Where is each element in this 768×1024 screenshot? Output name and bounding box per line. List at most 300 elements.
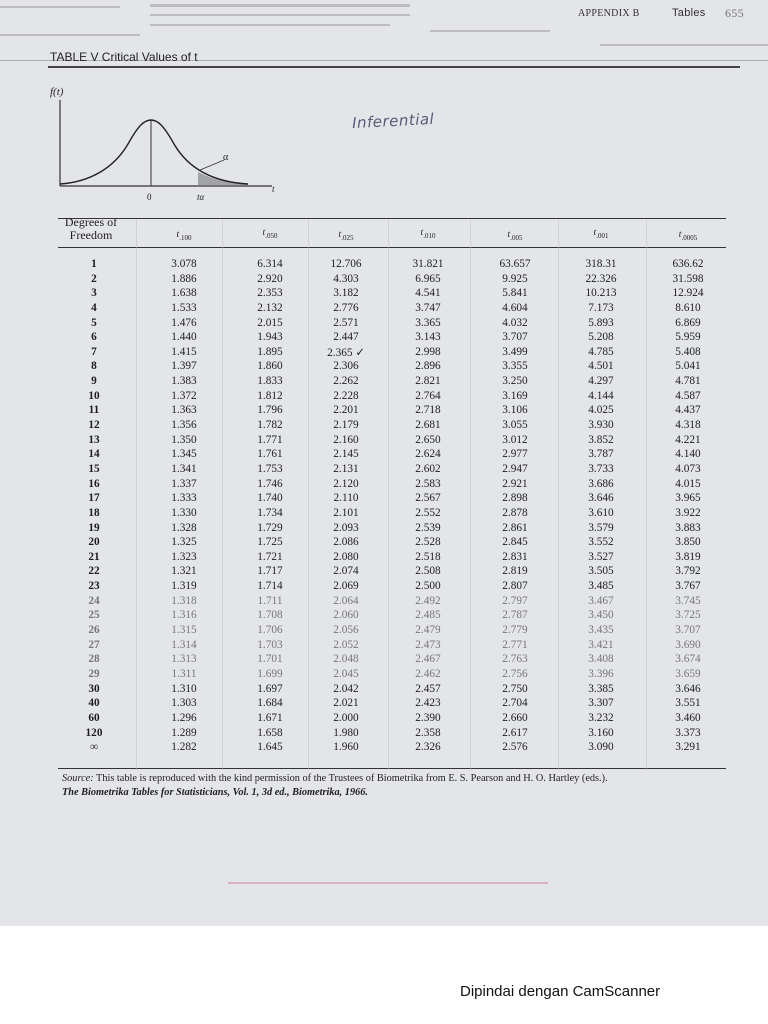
value-cell: 2.718 (415, 404, 441, 417)
table-row (58, 565, 726, 580)
df-cell: 24 (88, 594, 100, 607)
value-cell: 4.032 (502, 316, 528, 329)
value-cell: 3.385 (588, 682, 614, 695)
value-cell: 3.792 (675, 565, 701, 578)
table-row (58, 317, 726, 332)
value-cell: 5.959 (675, 331, 701, 344)
table-row (58, 404, 726, 419)
value-cell: 4.501 (588, 360, 614, 373)
value-cell: 3.485 (588, 580, 614, 593)
value-cell: 1.729 (257, 521, 283, 534)
table-row (58, 434, 726, 449)
df-cell: 15 (88, 462, 100, 475)
value-cell: 9.925 (502, 272, 528, 285)
value-cell: 1.415 (171, 345, 197, 358)
value-cell: 3.551 (675, 697, 701, 710)
value-cell: 1.671 (257, 711, 283, 724)
value-cell: 1.323 (171, 550, 197, 563)
df-cell: 9 (91, 375, 97, 388)
table-row (58, 492, 726, 507)
value-cell: 1.328 (171, 521, 197, 534)
value-cell: 3.373 (675, 726, 701, 739)
value-cell: 10.213 (585, 287, 617, 300)
value-cell: 2.920 (257, 272, 283, 285)
value-cell: 5.841 (502, 287, 528, 300)
value-cell: 2.576 (502, 741, 528, 754)
table-row (58, 478, 726, 493)
t-distribution-figure (50, 98, 290, 206)
value-cell: 1.383 (171, 375, 197, 388)
table-row (58, 507, 726, 522)
df-cell: 26 (88, 624, 100, 637)
value-cell: 3.850 (675, 536, 701, 549)
value-cell: 2.056 (333, 624, 359, 637)
table-row (58, 551, 726, 566)
df-cell: 29 (88, 667, 100, 680)
table-bottom-rule (58, 768, 726, 769)
value-cell: 3.160 (588, 726, 614, 739)
value-cell: 2.771 (502, 638, 528, 651)
column-header (311, 230, 381, 242)
value-cell: 3.365 (415, 316, 441, 329)
value-cell: 2.042 (333, 682, 359, 695)
value-cell: 4.015 (675, 477, 701, 490)
fy-label: f(t) (50, 86, 64, 98)
value-cell: 31.821 (412, 258, 444, 270)
t-alpha-label: tα (197, 192, 205, 202)
table-row (58, 683, 726, 698)
value-cell: 2.821 (415, 375, 441, 388)
value-cell: 3.686 (588, 477, 614, 490)
value-cell: 2.650 (415, 433, 441, 446)
table-row (58, 287, 726, 302)
source-line2: The Biometrika Tables for Statisticians, Vol. 1, 3d ed., Biometrika, 1966. (62, 787, 368, 798)
df-cell: 5 (91, 316, 97, 329)
value-cell: 2.353 (257, 287, 283, 300)
value-cell: 3.460 (675, 711, 701, 724)
value-cell: 1.782 (257, 419, 283, 432)
value-cell: 2.326 (415, 741, 441, 754)
column-subscript: .001 (596, 231, 609, 240)
value-cell: 2.787 (502, 609, 528, 622)
value-cell: 2.764 (415, 389, 441, 402)
page-number: 655 (725, 6, 744, 20)
column-subscript: .100 (179, 233, 192, 242)
t-axis-label: t (272, 184, 275, 194)
value-cell: 1.771 (257, 433, 283, 446)
value-cell: 2.571 (333, 316, 359, 329)
df-cell: 13 (88, 433, 100, 446)
value-cell: 8.610 (675, 301, 701, 314)
value-cell: 3.579 (588, 521, 614, 534)
value-cell: 2.797 (502, 594, 528, 607)
value-cell: 4.785 (588, 345, 614, 358)
value-cell: 3.747 (415, 301, 441, 314)
table-top-rule (58, 218, 726, 219)
value-cell: 3.307 (588, 697, 614, 710)
value-cell: 3.745 (675, 594, 701, 607)
value-cell: 2.145 (333, 448, 359, 461)
value-cell: 4.073 (675, 462, 701, 475)
table-row (58, 390, 726, 405)
handwritten-note: Inferential (351, 109, 435, 133)
value-cell: 2.473 (415, 638, 441, 651)
value-cell: 3.421 (588, 638, 614, 651)
dof-header: Degrees of Freedom (64, 215, 118, 242)
value-cell: 4.140 (675, 448, 701, 461)
value-cell: 1.812 (257, 389, 283, 402)
column-symbol: t (593, 228, 597, 238)
value-cell: 1.708 (257, 609, 283, 622)
value-cell: 1.701 (257, 653, 283, 666)
value-cell: 2.977 (502, 448, 528, 461)
value-cell: 2.552 (415, 506, 441, 519)
value-cell: 1.833 (257, 375, 283, 388)
value-cell: 12.706 (330, 258, 362, 270)
value-cell: 4.303 (333, 272, 359, 285)
df-cell: 19 (88, 521, 100, 534)
value-cell: 3.690 (675, 638, 701, 651)
df-cell: 21 (88, 550, 100, 563)
value-cell: 2.921 (502, 477, 528, 490)
value-cell: 1.310 (171, 682, 197, 695)
camscanner-watermark: Dipindai dengan CamScanner (460, 983, 661, 1000)
table-row (58, 522, 726, 537)
column-symbol: t (678, 230, 682, 240)
table-row (58, 624, 726, 639)
value-cell: 2.831 (502, 550, 528, 563)
df-cell: 7 (91, 345, 97, 358)
value-cell: 3.291 (675, 741, 701, 754)
value-cell: 2.528 (415, 536, 441, 549)
column-symbol: t (262, 228, 266, 238)
value-cell: 7.173 (588, 301, 614, 314)
df-cell: 12 (88, 419, 100, 432)
value-cell: 22.326 (585, 272, 617, 285)
value-cell: 2.583 (415, 477, 441, 490)
column-symbol: t (507, 230, 511, 240)
value-cell: 1.714 (257, 580, 283, 593)
value-cell: 2.750 (502, 682, 528, 695)
df-cell: 40 (88, 697, 100, 710)
value-cell: 3.674 (675, 653, 701, 666)
value-cell: 1.740 (257, 492, 283, 505)
value-cell: 2.947 (502, 462, 528, 475)
column-header (653, 230, 723, 242)
value-cell: 1.796 (257, 404, 283, 417)
value-cell: 1.697 (257, 682, 283, 695)
value-cell: 2.756 (502, 667, 528, 680)
value-cell: 2.896 (415, 360, 441, 373)
df-cell: 16 (88, 477, 100, 490)
value-cell: 1.282 (171, 741, 197, 754)
table-title: TABLE V Critical Values of t (50, 50, 198, 64)
value-cell: 2.052 (333, 638, 359, 651)
df-cell: 4 (91, 301, 97, 314)
value-cell: 3.090 (588, 741, 614, 754)
value-cell: 2.228 (333, 389, 359, 402)
value-cell: 2.110 (333, 492, 359, 505)
value-cell: 2.080 (333, 550, 359, 563)
value-cell: 1.333 (171, 492, 197, 505)
value-cell: 1.315 (171, 624, 197, 637)
value-cell: 3.182 (333, 287, 359, 300)
density-curve (60, 120, 248, 184)
value-cell: 2.492 (415, 594, 441, 607)
value-cell: 3.733 (588, 462, 614, 475)
value-cell: 1.761 (257, 448, 283, 461)
table-row (58, 448, 726, 463)
alpha-label: α (223, 152, 229, 163)
value-cell: 6.869 (675, 316, 701, 329)
df-cell: 22 (88, 565, 100, 578)
value-cell: 636.62 (672, 258, 704, 270)
df-cell: 20 (88, 536, 100, 549)
value-cell: 1.980 (333, 726, 359, 739)
value-cell: 1.746 (257, 477, 283, 490)
value-cell: 3.659 (675, 667, 701, 680)
value-cell: 2.060 (333, 609, 359, 622)
df-cell: 1 (91, 258, 97, 270)
value-cell: 1.363 (171, 404, 197, 417)
value-cell: 4.144 (588, 389, 614, 402)
value-cell: 3.646 (675, 682, 701, 695)
value-cell: 1.645 (257, 741, 283, 754)
df-cell: 17 (88, 492, 100, 505)
value-cell: 1.699 (257, 667, 283, 680)
column-header (566, 228, 636, 240)
value-cell: 3.250 (502, 375, 528, 388)
value-cell: 2.467 (415, 653, 441, 666)
value-cell: 1.311 (171, 667, 197, 680)
table-row (58, 258, 726, 273)
value-cell: 1.717 (257, 565, 283, 578)
df-cell: 14 (88, 448, 100, 461)
value-cell: 3.646 (588, 492, 614, 505)
column-symbol: t (176, 230, 180, 240)
value-cell: 2.048 (333, 653, 359, 666)
zero-label: 0 (147, 192, 152, 202)
value-cell: 5.893 (588, 316, 614, 329)
value-cell: 1.296 (171, 711, 197, 724)
value-cell: 1.638 (171, 287, 197, 300)
value-cell: 2.485 (415, 609, 441, 622)
value-cell: 12.924 (672, 287, 704, 300)
value-cell: 1.895 (257, 345, 283, 358)
value-cell: 1.711 (257, 594, 283, 607)
df-cell: 3 (91, 287, 97, 300)
value-cell: 2.074 (333, 565, 359, 578)
value-cell: 5.408 (675, 345, 701, 358)
running-header (578, 6, 744, 20)
value-cell: 4.541 (415, 287, 441, 300)
value-cell: 63.657 (499, 258, 531, 270)
value-cell: 4.025 (588, 404, 614, 417)
df-cell: 10 (88, 389, 100, 402)
value-cell: 1.289 (171, 726, 197, 739)
value-cell: 3.450 (588, 609, 614, 622)
column-subscript: .010 (423, 231, 436, 240)
value-cell: 2.093 (333, 521, 359, 534)
value-cell: 4.587 (675, 389, 701, 402)
value-cell: 2.086 (333, 536, 359, 549)
value-cell: 3.143 (415, 331, 441, 344)
value-cell: 2.878 (502, 506, 528, 519)
value-cell: 3.922 (675, 506, 701, 519)
value-cell: 5.041 (675, 360, 701, 373)
value-cell: 3.169 (502, 389, 528, 402)
column-subscript: .050 (265, 231, 278, 240)
value-cell: 2.462 (415, 667, 441, 680)
value-cell: 1.341 (171, 462, 197, 475)
df-cell: 60 (88, 711, 100, 724)
value-cell: 2.567 (415, 492, 441, 505)
value-cell: 2.819 (502, 565, 528, 578)
value-cell: 2.064 (333, 594, 359, 607)
table-row (58, 331, 726, 346)
value-cell: 318.31 (585, 258, 617, 270)
table-row (58, 609, 726, 624)
value-cell: 2.539 (415, 521, 441, 534)
value-cell: 4.781 (675, 375, 701, 388)
column-subscript: .005 (510, 233, 523, 242)
value-cell: 4.297 (588, 375, 614, 388)
value-cell: 1.753 (257, 462, 283, 475)
df-cell: 11 (88, 404, 100, 417)
value-cell: 2.898 (502, 492, 528, 505)
value-cell: 3.819 (675, 550, 701, 563)
value-cell: 2.660 (502, 711, 528, 724)
value-cell: 2.704 (502, 697, 528, 710)
value-cell: 3.707 (675, 624, 701, 637)
value-cell: 3.552 (588, 536, 614, 549)
value-cell: 3.527 (588, 550, 614, 563)
value-cell: 2.201 (333, 404, 359, 417)
column-subscript: .0005 (681, 233, 698, 242)
value-cell: 2.500 (415, 580, 441, 593)
value-cell: 1.318 (171, 594, 197, 607)
tables-label: Tables (672, 7, 706, 19)
value-cell: 2.518 (415, 550, 441, 563)
value-cell: 3.467 (588, 594, 614, 607)
value-cell: 2.069 (333, 580, 359, 593)
value-cell: 3.725 (675, 609, 701, 622)
value-cell: 1.325 (171, 536, 197, 549)
title-rule (48, 66, 740, 68)
value-cell: 1.703 (257, 638, 283, 651)
column-symbol: t (420, 228, 424, 238)
value-cell: 2.479 (415, 624, 441, 637)
value-cell: 4.221 (675, 433, 701, 446)
df-cell: 23 (88, 580, 100, 593)
table-row (58, 727, 726, 742)
value-cell: 2.763 (502, 653, 528, 666)
value-cell: 4.437 (675, 404, 701, 417)
value-cell: 1.440 (171, 331, 197, 344)
value-cell: 3.965 (675, 492, 701, 505)
value-cell: 1.721 (257, 550, 283, 563)
value-cell: 3.707 (502, 331, 528, 344)
value-cell: 2.779 (502, 624, 528, 637)
table-row (58, 595, 726, 610)
table-row (58, 419, 726, 434)
df-cell: 120 (85, 726, 103, 739)
value-cell: 1.319 (171, 580, 197, 593)
value-cell: 1.337 (171, 477, 197, 490)
value-cell: 2.807 (502, 580, 528, 593)
value-cell: 2.617 (502, 726, 528, 739)
value-cell: 2.160 (333, 433, 359, 446)
value-cell: 1.725 (257, 536, 283, 549)
value-cell: 3.767 (675, 580, 701, 593)
value-cell: 1.372 (171, 389, 197, 402)
df-cell: 25 (88, 609, 100, 622)
column-symbol: t (338, 230, 342, 240)
value-cell: 1.303 (171, 697, 197, 710)
value-cell: 2.602 (415, 462, 441, 475)
value-cell: 2.179 (333, 419, 359, 432)
value-cell: 2.681 (415, 419, 441, 432)
value-cell: 3.106 (502, 404, 528, 417)
table-row (58, 346, 726, 361)
value-cell: 2.120 (333, 477, 359, 490)
value-cell: 2.101 (333, 506, 359, 519)
value-cell: 6.965 (415, 272, 441, 285)
source-note (62, 772, 742, 800)
value-cell: 6.314 (257, 258, 283, 270)
source-label: Source: (62, 773, 94, 784)
value-cell: 2.457 (415, 682, 441, 695)
df-cell: 6 (91, 331, 97, 344)
value-cell: 3.505 (588, 565, 614, 578)
value-cell: 1.734 (257, 506, 283, 519)
value-cell: 1.316 (171, 609, 197, 622)
value-cell: 3.930 (588, 419, 614, 432)
column-header (480, 230, 550, 242)
value-cell: 2.262 (333, 375, 359, 388)
table-row (58, 653, 726, 668)
pink-mark (228, 882, 548, 884)
df-cell: ∞ (89, 741, 99, 754)
value-cell: 1.397 (171, 360, 197, 373)
value-cell: 3.435 (588, 624, 614, 637)
value-cell: 2.998 (415, 345, 441, 358)
value-cell: 1.960 (333, 741, 359, 754)
value-cell: 1.345 (171, 448, 197, 461)
value-cell: 2.000 (333, 711, 359, 724)
value-cell: 3.883 (675, 521, 701, 534)
value-cell: 2.015 (257, 316, 283, 329)
table-row (58, 639, 726, 654)
table-row (58, 360, 726, 375)
column-header (235, 228, 305, 240)
value-cell: 2.365 ✓ (327, 346, 365, 359)
value-cell: 2.045 (333, 667, 359, 680)
value-cell: 1.330 (171, 506, 197, 519)
value-cell: 3.408 (588, 653, 614, 666)
value-cell: 3.012 (502, 433, 528, 446)
value-cell: 1.658 (257, 726, 283, 739)
value-cell: 2.131 (333, 462, 359, 475)
value-cell: 1.684 (257, 697, 283, 710)
table-row (58, 273, 726, 288)
column-header (393, 228, 463, 240)
table-row (58, 463, 726, 478)
value-cell: 2.423 (415, 697, 441, 710)
value-cell: 3.852 (588, 433, 614, 446)
value-cell: 3.499 (502, 345, 528, 358)
table-body (58, 258, 726, 756)
